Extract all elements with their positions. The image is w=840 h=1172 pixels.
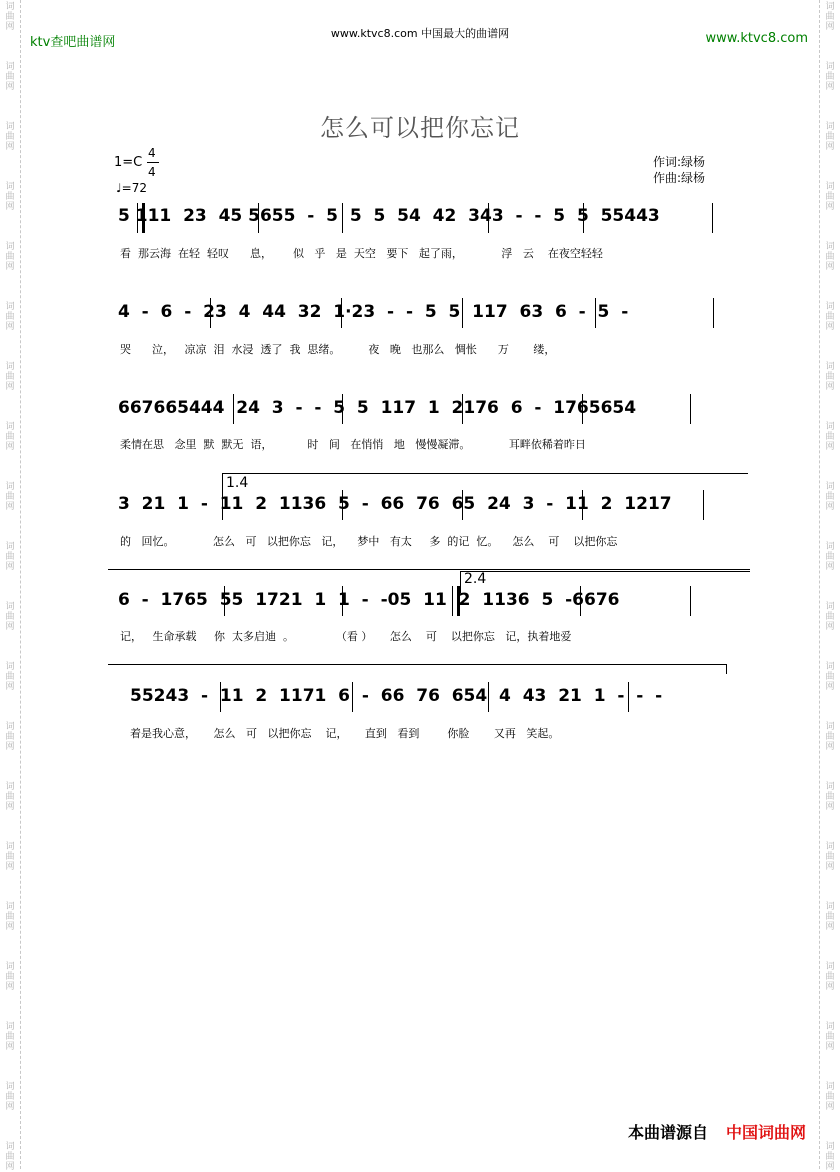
barline [462, 490, 463, 520]
side-watermark-text: 词 曲 网 [5, 1142, 15, 1172]
side-watermark-text: 词 曲 网 [825, 482, 835, 512]
side-watermark-text: 词 曲 网 [825, 722, 835, 752]
side-watermark-text: 词 曲 网 [5, 302, 15, 332]
side-watermark-text: 词 曲 网 [825, 242, 835, 272]
barline [583, 203, 584, 233]
lyricist-credit: 作词:绿杨 [653, 155, 706, 169]
left-watermark-strip [0, 0, 21, 1172]
side-watermark-text: 词 曲 网 [825, 122, 835, 152]
barline [233, 394, 234, 424]
lyrics-row-6: 着是我心意， 怎么 可 以把你忘 记， 直到 看到 你脸 又再 笑起。 [130, 727, 560, 740]
side-watermark-text: 词 曲 网 [825, 302, 835, 332]
footer-source [628, 1120, 806, 1143]
barline [258, 203, 259, 233]
barline [628, 682, 629, 712]
barline [595, 298, 596, 328]
side-watermark-text: 词 曲 网 [5, 482, 15, 512]
first-ending-label: 1.4 [226, 475, 249, 491]
barline [580, 586, 581, 616]
barline [342, 586, 343, 616]
side-watermark-text: 词 曲 网 [5, 62, 15, 92]
lyrics-row-3: 柔情在思 念里 默 默无 语， 时 间 在悄悄 地 慢慢凝滞。 耳畔依稀着昨日 [120, 438, 586, 451]
side-watermark-text: 词 曲 网 [825, 782, 835, 812]
side-watermark-text: 词 曲 网 [5, 542, 15, 572]
song-title: 怎么可以把你忘记 [320, 114, 520, 142]
composer-credit: 作曲:绿杨 [653, 171, 706, 185]
first-ending-bracket [222, 473, 748, 474]
side-watermark-text: 词 曲 网 [5, 2, 15, 32]
side-watermark-text: 词 曲 网 [825, 842, 835, 872]
time-signature-top: 4 [148, 146, 156, 160]
barline [488, 203, 489, 233]
second-ending-bracket [460, 571, 750, 572]
first-ending-continuation [108, 569, 750, 570]
barline [352, 682, 353, 712]
lyrics-row-1: 看 那云海 在轻 轻叹 息， 似 乎 是 天空 要下 起了雨， 浮 云 在夜空轻轻 [120, 247, 603, 260]
side-watermark-text: 词 曲 网 [825, 1142, 835, 1172]
barline [713, 298, 714, 328]
side-watermark-text: 词 曲 网 [5, 242, 15, 272]
side-watermark-text: 词 曲 网 [5, 1022, 15, 1052]
notation-row-1: 5 111 23 45 5655 - 5 5 5 54 42 343 - - 5 5 55443 [118, 206, 660, 226]
barline [220, 682, 221, 712]
side-watermark-text: 词 曲 网 [5, 782, 15, 812]
side-watermark-text: 词 曲 网 [825, 422, 835, 452]
side-watermark-text: 词 曲 网 [825, 602, 835, 632]
notation-row-2: 4 - 6 - 23 4 44 32 1·23 - - 5 5 117 63 6 - 5 - [118, 302, 629, 322]
notation-row-4: 3 21 1 - 11 2 1136 5 - 66 76 65 24 3 - 11 2 1217 [118, 494, 672, 514]
side-watermark-text: 词 曲 网 [5, 662, 15, 692]
key-signature: 1=C [114, 155, 143, 170]
barline [488, 682, 489, 712]
barline [341, 298, 342, 328]
left-brand: ktv查吧曲谱网 [30, 35, 116, 50]
second-ending-end-tick [726, 664, 727, 674]
lyrics-row-5: 记， 生命承载 你 太多启迪 。 （看 ） 怎么 可 以把你忘 记，执着地爱 [120, 630, 572, 643]
barline [224, 586, 225, 616]
side-watermark-text: 词 曲 网 [825, 542, 835, 572]
side-watermark-text: 词 曲 网 [825, 362, 835, 392]
second-ending-continuation [108, 664, 726, 665]
lyrics-row-2: 哭 泣， 凉凉 泪 水浸 透了 我 思绪。 夜 晚 也那么 惆怅 万 缕， [120, 343, 556, 356]
side-watermark-text: 词 曲 网 [5, 362, 15, 392]
side-watermark-text: 词 曲 网 [825, 902, 835, 932]
barline [462, 298, 463, 328]
notation-row-5: 6 - 1765 55 1721 1 1 - -05 11 2 1136 5 -6676 [118, 590, 620, 610]
right-brand: www.ktvc8.com [705, 31, 808, 46]
barline [582, 394, 583, 424]
barline [712, 203, 713, 233]
barline [210, 298, 211, 328]
barline [222, 490, 223, 520]
side-watermark-text: 词 曲 网 [825, 1022, 835, 1052]
side-watermark-text: 词 曲 网 [5, 842, 15, 872]
side-watermark-text: 词 曲 网 [825, 662, 835, 692]
side-watermark-text: 词 曲 网 [5, 962, 15, 992]
side-watermark-text: 词 曲 网 [825, 1082, 835, 1112]
side-watermark-text: 词 曲 网 [825, 62, 835, 92]
side-watermark-text: 词 曲 网 [825, 962, 835, 992]
barline [462, 394, 463, 424]
side-watermark-text: 词 曲 网 [5, 122, 15, 152]
barline [342, 394, 343, 424]
site-header: www.ktvc8.com 中国最大的曲谱网 [330, 27, 510, 40]
side-watermark-text: 词 曲 网 [5, 722, 15, 752]
footer-site-link[interactable]: 中国词曲网 [725, 1123, 806, 1142]
barline [690, 394, 691, 424]
side-watermark-text: 词 曲 网 [5, 422, 15, 452]
barline [582, 490, 583, 520]
time-signature-bottom: 4 [148, 165, 156, 179]
barline [690, 586, 691, 616]
time-signature-divider [147, 162, 159, 163]
barline [342, 490, 343, 520]
notation-row-3: 667665444 24 3 - - 5 5 117 1 2176 6 - 1765654 [118, 398, 637, 418]
side-watermark-text: 词 曲 网 [5, 602, 15, 632]
tempo-mark: ♩=72 [116, 181, 147, 195]
side-watermark-text: 词 曲 网 [825, 182, 835, 212]
repeat-end-barline [452, 586, 460, 616]
side-watermark-text: 词 曲 网 [825, 2, 835, 32]
footer-source-label: 本曲谱源自 [627, 1123, 708, 1142]
side-watermark-text: 词 曲 网 [5, 902, 15, 932]
right-watermark-strip [819, 0, 840, 1172]
lyrics-row-4: 的 回忆。 怎么 可 以把你忘 记， 梦中 有太 多 的记 忆。 怎么 可 以把你忘 [120, 535, 618, 548]
notation-row-6: 55243 - 11 2 1171 6 - 66 76 654 4 43 21 1 - - - [130, 686, 663, 706]
side-watermark-text: 词 曲 网 [5, 1082, 15, 1112]
barline [703, 490, 704, 520]
second-ending-label: 2.4 [464, 571, 487, 587]
repeat-start-barline [137, 203, 145, 233]
barline [342, 203, 343, 233]
side-watermark-text: 词 曲 网 [5, 182, 15, 212]
